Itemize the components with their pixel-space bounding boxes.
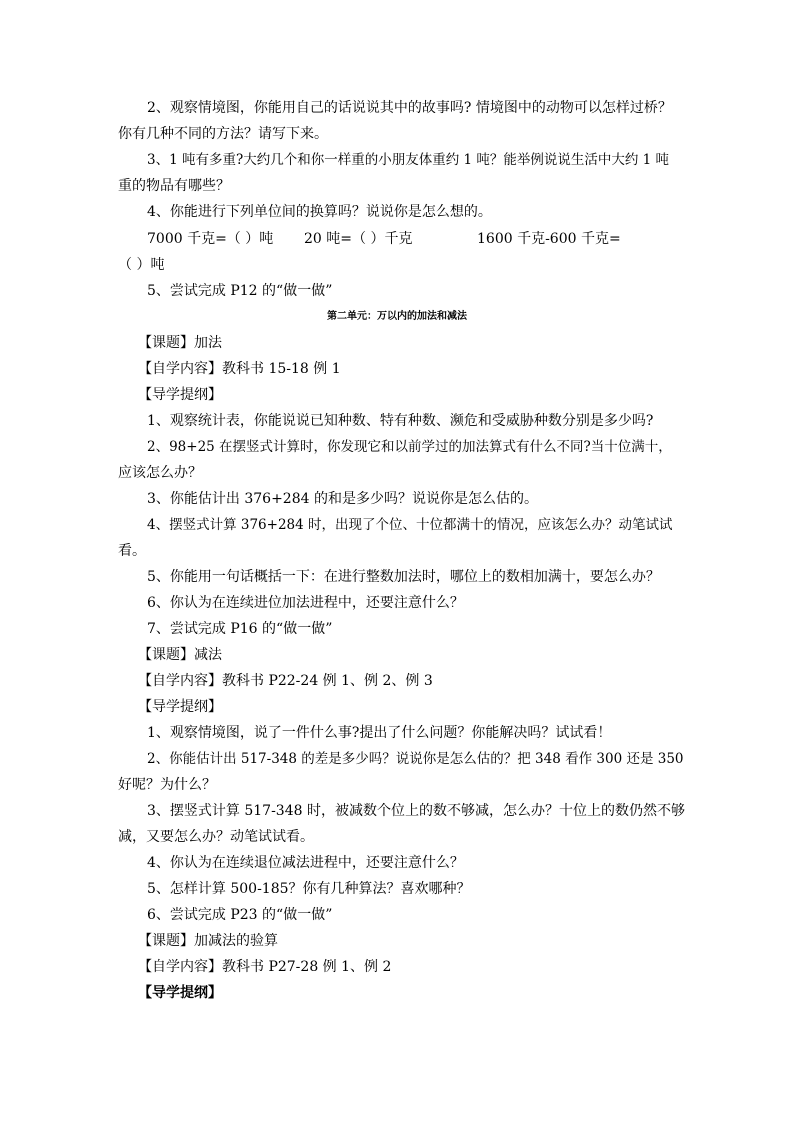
l2-guide: 【导学提纲】 — [138, 699, 222, 715]
l1-q4-line2: 看。 — [118, 543, 146, 559]
l2-content: 【自学内容】教科书 P22-24 例 1、例 2、例 3 — [138, 673, 433, 689]
s1-q3-line2: 重的物品有哪些？ — [118, 178, 230, 194]
l1-q2-line1: 2、98+25 在摆竖式计算时，你发现它和以前学过的加法算式有什么不同?当十位满十， — [147, 439, 672, 455]
l2-q6: 6、尝试完成 P23 的“做一做” — [147, 907, 333, 923]
l2-topic: 【课题】减法 — [138, 647, 222, 663]
s1-q2-line2: 你有几种不同的方法？请写下来。 — [118, 126, 328, 142]
s1-q2-line1: 2、观察情境图，你能用自己的话说说其中的故事吗? 情境图中的动物可以怎样过桥？ — [147, 100, 672, 116]
l2-q4: 4、你认为在连续退位减法进程中，还要注意什么？ — [147, 855, 464, 871]
l1-q1: 1、观察统计表，你能说说已知种数、特有种数、濒危和受威胁种数分别是多少吗? — [147, 413, 654, 429]
l1-topic: 【课题】加法 — [138, 335, 222, 351]
s1-q4: 4、你能进行下列单位间的换算吗？说说你是怎么想的。 — [147, 204, 492, 220]
l1-q3: 3、你能估计出 376+284 的和是多少吗？说说你是怎么估的。 — [147, 491, 538, 507]
l1-q7: 7、尝试完成 P16 的“做一做” — [147, 621, 333, 637]
l2-q2-line1: 2、你能估计出 517-348 的差是多少吗？说说你是怎么估的？把 348 看作 300 还是 350 — [147, 751, 684, 767]
conversion-c-answer: （ ）吨 — [118, 257, 165, 273]
l3-content: 【自学内容】教科书 P27-28 例 1、例 2 — [138, 959, 392, 975]
l2-q3-line2: 减，又要怎么办？动笔试试看。 — [118, 829, 314, 845]
l2-q3-line1: 3、摆竖式计算 517-348 时，被减数个位上的数不够减，怎么办？十位上的数仍然不够 — [147, 803, 685, 819]
l2-q2-line2: 好呢？为什么？ — [118, 777, 216, 793]
l1-q6: 6、你认为在连续进位加法进程中，还要注意什么？ — [147, 595, 464, 611]
l3-topic: 【课题】加减法的验算 — [138, 933, 278, 949]
l1-content: 【自学内容】教科书 15-18 例 1 — [138, 361, 341, 377]
s1-q5: 5、尝试完成 P12 的“做一做” — [147, 283, 333, 299]
l1-q5: 5、你能用一句话概括一下：在进行整数加法时，哪位上的数相加满十，要怎么办？ — [147, 569, 660, 585]
unit-title: 第二单元：万以内的加法和减法 — [327, 311, 467, 322]
l1-q4-line1: 4、摆竖式计算 376+284 时，出现了个位、十位都满十的情况，应该怎么办？动笔试试 — [147, 517, 673, 533]
conversion-c: 1600 千克-600 千克= — [477, 231, 621, 247]
l1-q2-line2: 应该怎么办？ — [118, 465, 202, 481]
conversion-b: 20 吨=（ ）千克 — [304, 231, 413, 247]
l2-q5: 5、怎样计算 500-185？你有几种算法？喜欢哪种？ — [147, 881, 471, 897]
conversion-a: 7000 千克=（ ）吨 — [147, 231, 274, 247]
s1-q3-line1: 3、1 吨有多重?大约几个和你一样重的小朋友体重约 1 吨？能举例说说生活中大约 1 吨 — [147, 152, 670, 168]
l3-guide: 【导学提纲】 — [138, 985, 222, 1001]
l1-guide: 【导学提纲】 — [138, 387, 222, 403]
l2-q1: 1、观察情境图，说了一件什么事?提出了什么问题？你能解决吗？试试看！ — [147, 725, 612, 741]
